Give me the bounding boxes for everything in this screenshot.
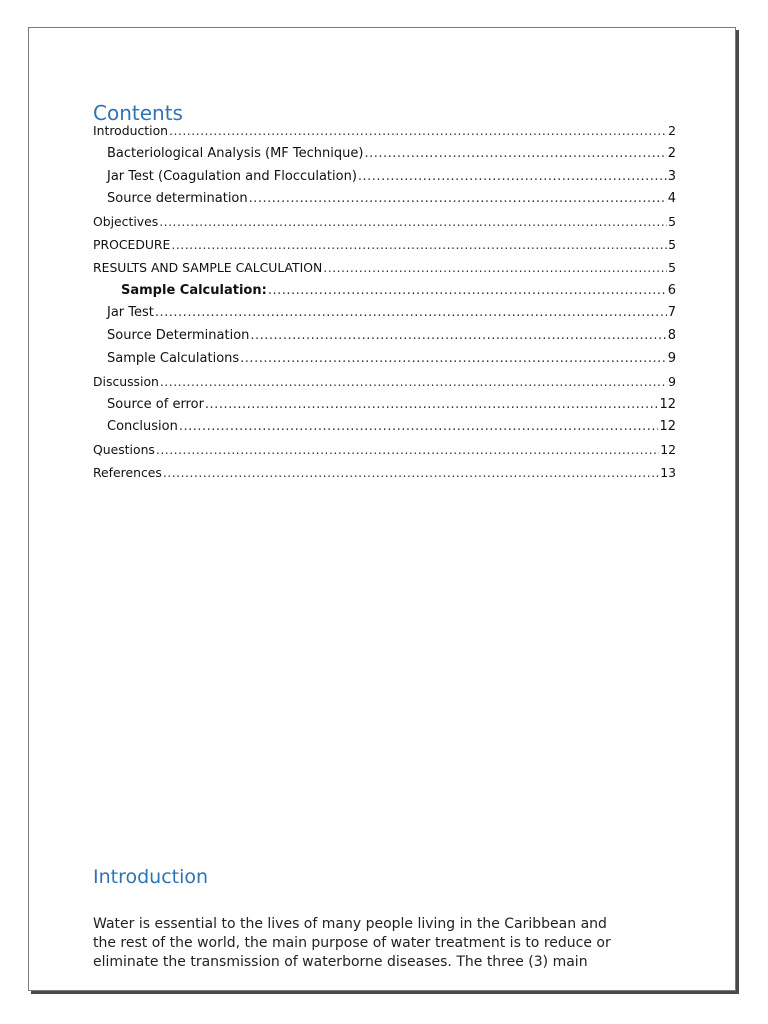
toc-dot-leader bbox=[240, 351, 667, 366]
toc-page-number: 5 bbox=[668, 214, 676, 230]
toc-entry-procedure[interactable] bbox=[93, 237, 676, 260]
toc-heading: Contents bbox=[93, 101, 183, 125]
toc-dot-leader bbox=[364, 146, 666, 161]
toc-dot-leader bbox=[156, 442, 659, 457]
toc-entry-label: Jar Test (Coagulation and Flocculation) bbox=[107, 168, 357, 184]
toc-entry-jar-test[interactable] bbox=[93, 305, 676, 328]
toc-entry-objectives[interactable] bbox=[93, 214, 676, 237]
toc-dot-leader bbox=[250, 328, 666, 343]
toc-dot-leader bbox=[179, 419, 659, 434]
toc-page-number: 8 bbox=[667, 328, 676, 344]
document-page bbox=[28, 27, 736, 991]
toc-page-number: 2 bbox=[668, 123, 676, 138]
toc-entry-label: Introduction bbox=[93, 123, 169, 138]
toc-dot-leader bbox=[163, 465, 659, 480]
introduction-paragraph bbox=[93, 915, 683, 972]
toc-dot-leader bbox=[160, 374, 667, 389]
toc-dot-leader bbox=[268, 283, 667, 298]
toc-entry-jar-test-coagulation[interactable] bbox=[93, 169, 676, 192]
toc-dot-leader bbox=[323, 260, 667, 275]
table-of-contents bbox=[93, 123, 676, 488]
toc-page-number: 7 bbox=[667, 305, 676, 321]
toc-dot-leader bbox=[249, 191, 667, 206]
toc-entry-label: Sample Calculations bbox=[107, 350, 240, 366]
toc-page-number: 6 bbox=[667, 282, 676, 298]
toc-page-number: 5 bbox=[668, 259, 676, 275]
toc-entry-label: Source Determination bbox=[107, 328, 250, 344]
toc-entry-label: RESULTS AND SAMPLE CALCULATION bbox=[93, 259, 323, 275]
toc-entry-source-determination[interactable] bbox=[93, 191, 676, 214]
toc-entry-questions[interactable] bbox=[93, 442, 676, 465]
toc-dot-leader bbox=[171, 237, 667, 252]
introduction-heading: Introduction bbox=[93, 866, 209, 888]
toc-entry-label: Conclusion bbox=[107, 419, 178, 435]
toc-entry-conclusion[interactable] bbox=[93, 419, 676, 442]
toc-entry-label: Sample Calculation: bbox=[121, 282, 267, 298]
toc-entry-source-of-error[interactable] bbox=[93, 397, 676, 420]
toc-entry-discussion[interactable] bbox=[93, 374, 676, 397]
toc-entry-label: PROCEDURE bbox=[93, 236, 171, 252]
toc-entry-label: Source of error bbox=[107, 396, 204, 412]
toc-entry-label: Questions bbox=[93, 442, 155, 458]
toc-dot-leader bbox=[205, 397, 659, 412]
toc-page-number: 13 bbox=[660, 464, 676, 480]
paragraph-line: Water is essential to the lives of many people living in the Caribbean and bbox=[93, 916, 607, 932]
toc-page-number: 12 bbox=[659, 396, 676, 412]
toc-dot-leader bbox=[169, 123, 667, 138]
toc-entry-references[interactable] bbox=[93, 465, 676, 488]
toc-entry-results-and-sample-calculation[interactable] bbox=[93, 260, 676, 283]
toc-entry-sample-calculations[interactable] bbox=[93, 351, 676, 374]
toc-page-number: 4 bbox=[667, 191, 676, 207]
paragraph-line: the rest of the world, the main purpose of water treatment is to reduce or bbox=[93, 935, 611, 951]
toc-entry-label: Bacteriological Analysis (MF Technique) bbox=[107, 145, 364, 161]
toc-entry-label: References bbox=[93, 464, 162, 480]
toc-page-number: 12 bbox=[659, 419, 676, 435]
toc-page-number: 12 bbox=[660, 442, 676, 458]
toc-entry-label: Jar Test bbox=[107, 305, 154, 321]
toc-entry-source-determination-results[interactable] bbox=[93, 328, 676, 351]
toc-entry-label: Discussion bbox=[93, 373, 159, 389]
toc-page-number: 2 bbox=[667, 145, 676, 161]
toc-entry-bacteriological-analysis[interactable] bbox=[93, 146, 676, 169]
toc-entry-label: Objectives bbox=[93, 214, 159, 230]
toc-page-number: 5 bbox=[668, 236, 676, 252]
paragraph-line: eliminate the transmission of waterborne diseases. The three (3) main bbox=[93, 954, 588, 970]
toc-page-number: 9 bbox=[667, 350, 676, 366]
toc-page-number: 9 bbox=[668, 373, 676, 389]
toc-entry-introduction[interactable] bbox=[93, 123, 676, 146]
toc-dot-leader bbox=[358, 169, 667, 184]
toc-dot-leader bbox=[155, 305, 667, 320]
toc-page-number: 3 bbox=[667, 168, 676, 184]
toc-entry-sample-calculation[interactable] bbox=[93, 283, 676, 306]
toc-dot-leader bbox=[159, 214, 667, 229]
toc-entry-label: Source determination bbox=[107, 191, 248, 207]
